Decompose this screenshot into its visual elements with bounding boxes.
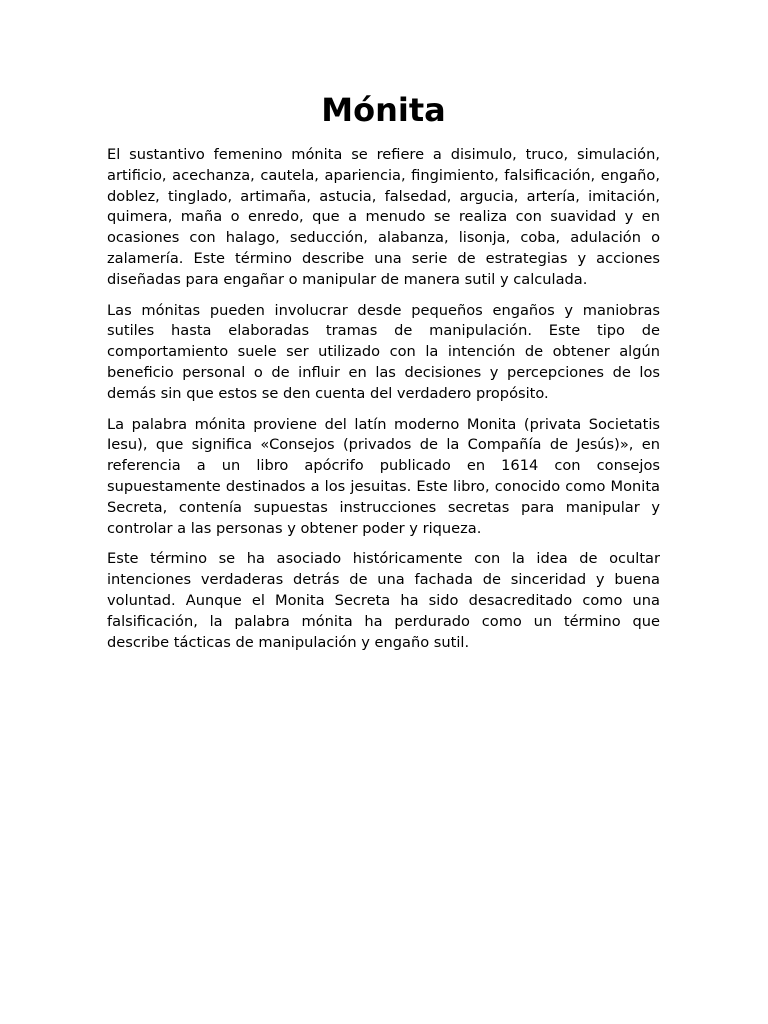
paragraph-etymology: La palabra mónita proviene del latín moderno Monita (privata Societatis Iesu), que significa «Consejos (privados de la Compañía de Jesús)», en referencia a un libro apócrifo publicado en 1614 con consejos supuestamente destinados a los jesuitas. Este libro, conocido como Monita Secreta, contenía supuestas instrucciones secretas para manipular y controlar a las personas y obtener poder y riqueza.	[107, 415, 660, 537]
document-page	[107, 88, 660, 663]
paragraph-definition: El sustantivo femenino mónita se refiere a disimulo, truco, simulación, artificio, acechanza, cautela, apariencia, fingimiento, falsificación, engaño, doblez, tinglado, artimaña, astucia, falsedad, argucia, artería, imitación, quimera, maña o enredo, que a menudo se realiza con suavidad y en ocasiones con halago, seducción, alabanza, lisonja, coba, adulación o zalamería. Este término describe una serie de estrategias y acciones diseñadas para engañar o manipular de manera sutil y calculada.	[107, 146, 660, 288]
document-title: Mónita	[321, 91, 446, 129]
paragraph-scope: Las mónitas pueden involucrar desde pequeños engaños y maniobras sutiles hasta elaboradas tramas de manipulación. Este tipo de comportamiento suele ser utilizado con la intención de obtener algún beneficio personal o de influir en las decisiones y percepciones de los demás sin que estos se den cuenta del verdadero propósito.	[107, 301, 660, 402]
paragraph-history: Este término se ha asociado históricamente con la idea de ocultar intenciones verdaderas detrás de una fachada de sinceridad y buena voluntad. Aunque el Monita Secreta ha sido desacreditado como una falsificación, la palabra mónita ha perdurado como un término que describe tácticas de manipulación y engaño sutil.	[107, 550, 660, 651]
